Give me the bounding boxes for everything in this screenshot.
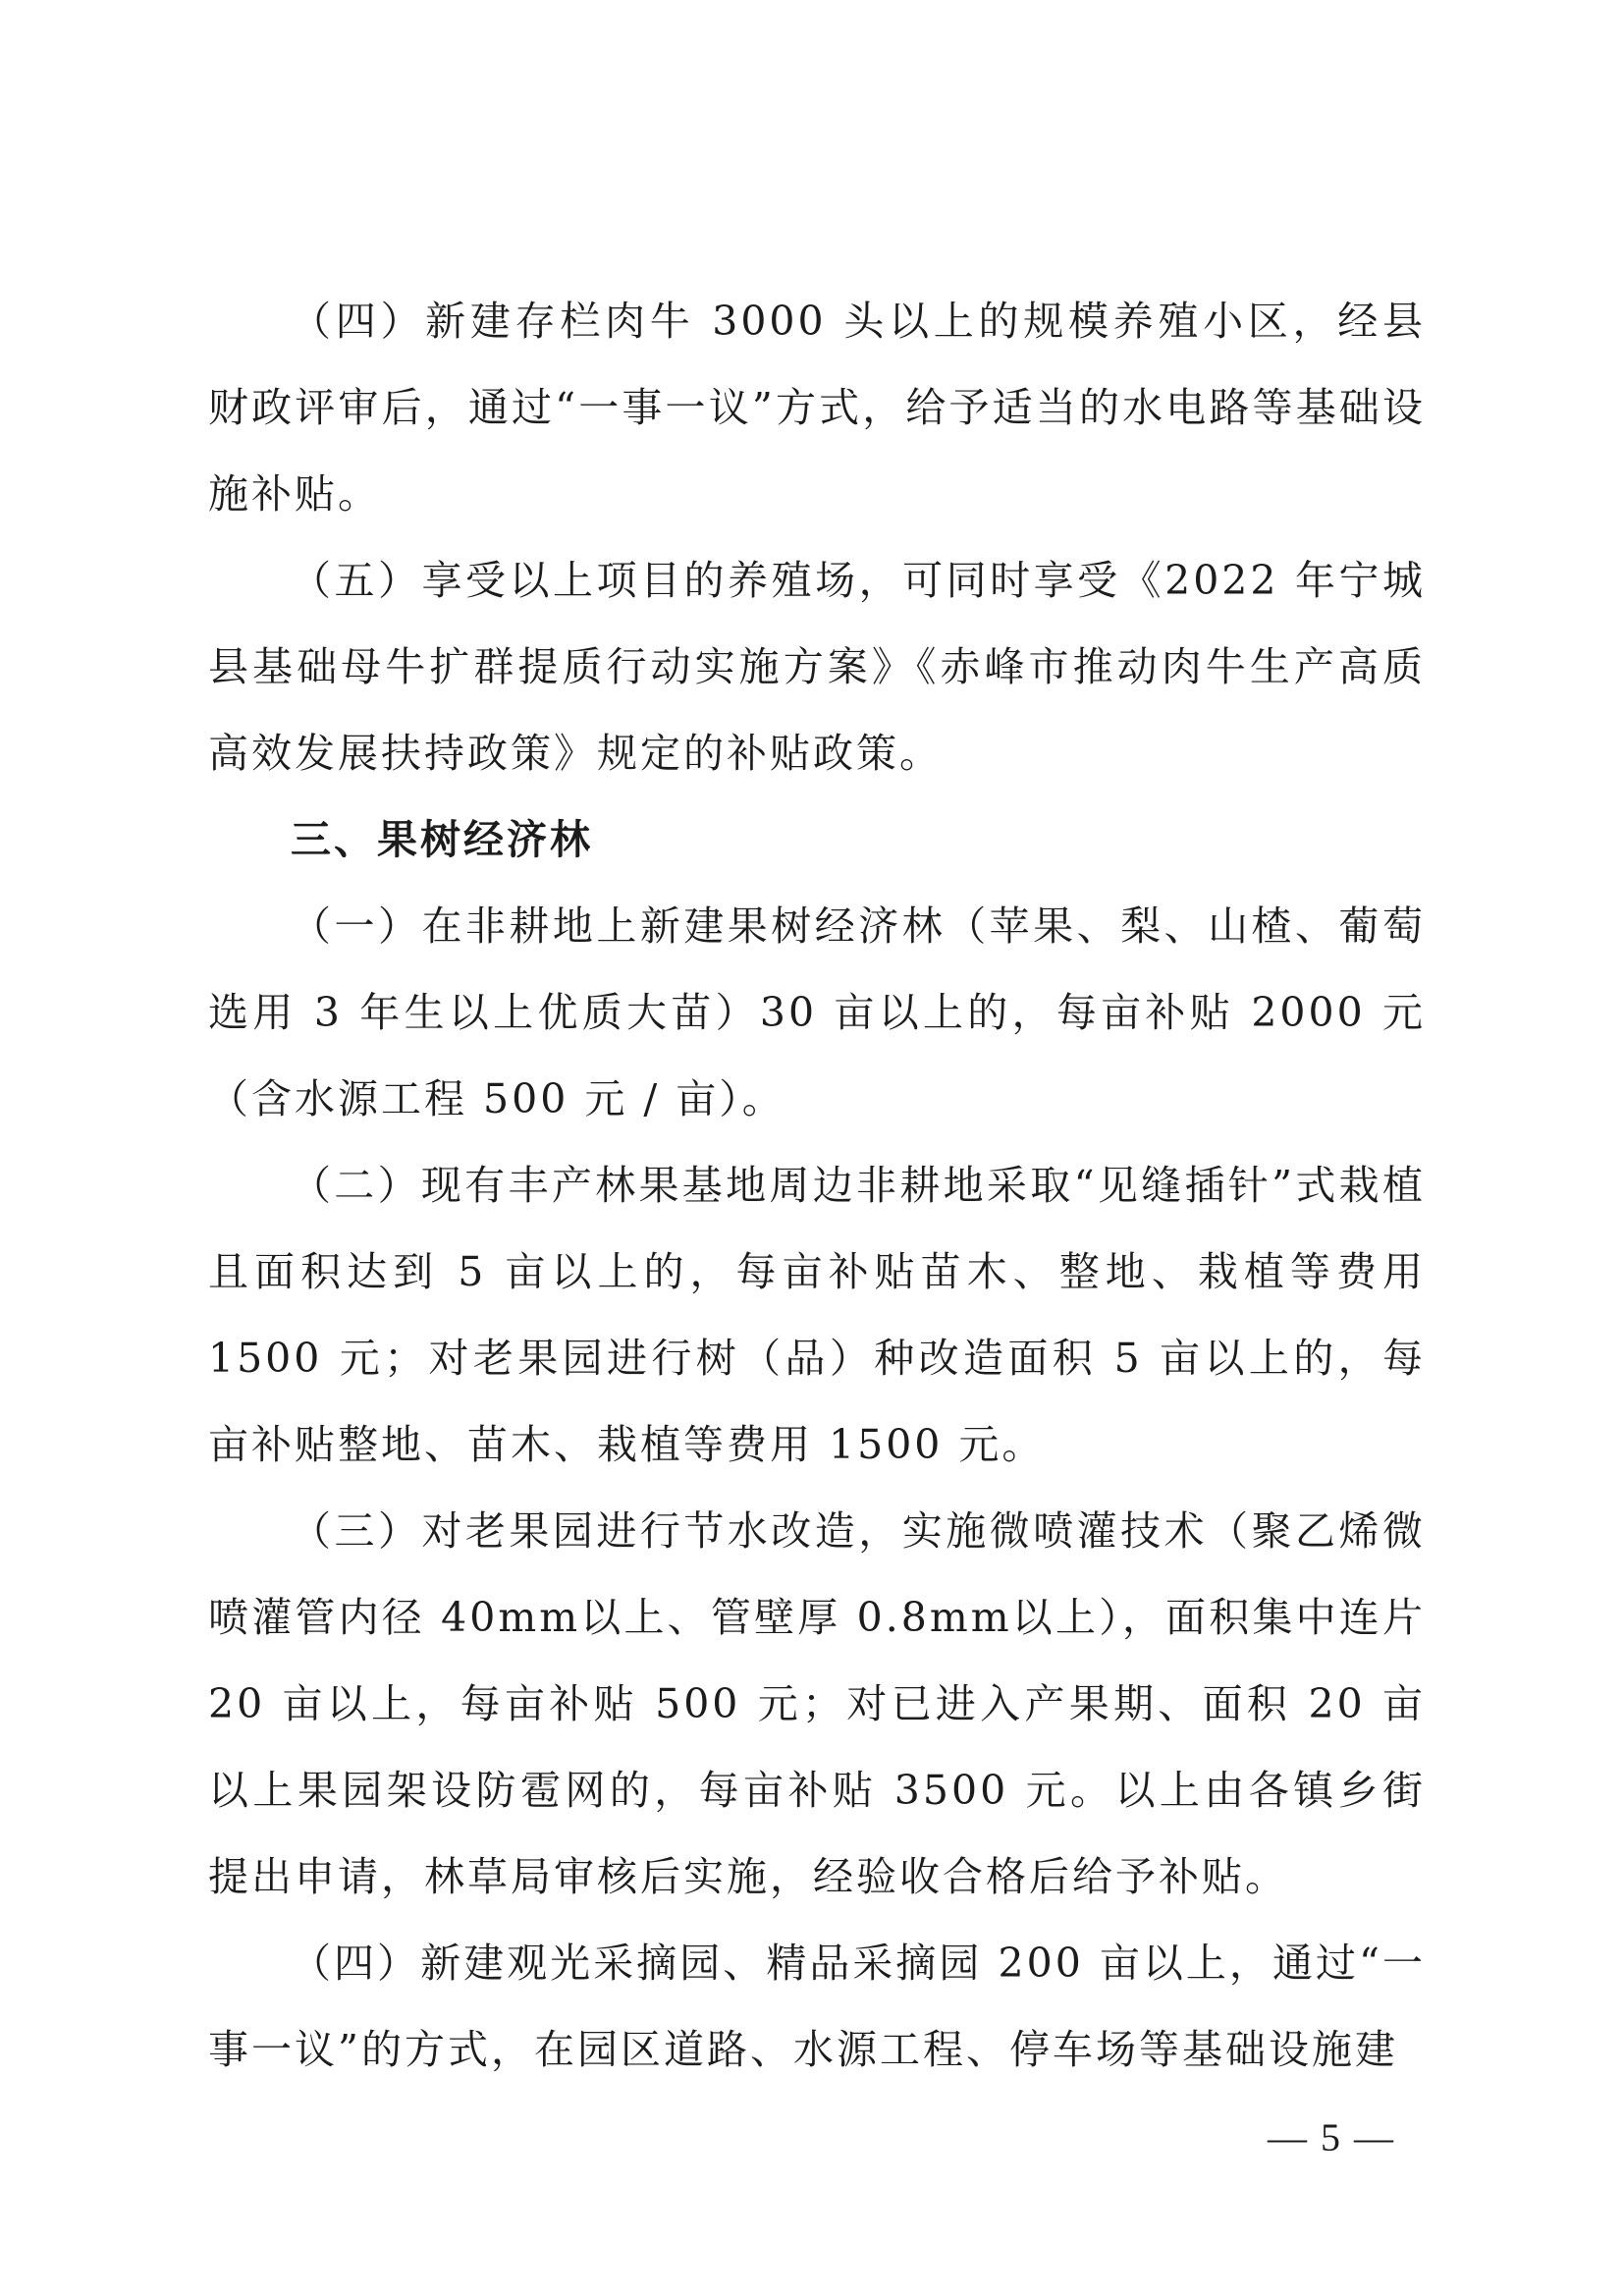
paragraph-picking-garden: （四）新建观光采摘园、精品采摘园 200 亩以上，通过“一事一议”的方式，在园区道路、水源工程、停车场等基础设施建	[208, 1940, 1426, 2073]
paragraph-infill-planting: （二）现有丰产林果基地周边非耕地采取“见缝插针”式栽植且面积达到 5 亩以上的，每亩补贴苗木、整地、栽植等费用 1500 元；对老果园进行树（品）种改造面积 5 亩以上的，每亩补贴整地、苗木、栽植等费用 1500 元。	[208, 1162, 1426, 1468]
paragraph-water-saving-retrofit: （三）对老果园进行节水改造，实施微喷灌技术（聚乙烯微喷灌管内径 40mm以上、管壁厚 0.8mm以上），面积集中连片 20 亩以上，每亩补贴 500 元；对已进入产果期、面积 20 亩以上果园架设防雹网的，每亩补贴 3500 元。以上由各镇乡街提出申请，林草局审核后实施，经验收合格后给予补贴。	[208, 1507, 1426, 1900]
paragraph-cattle-district-subsidy: （四）新建存栏肉牛 3000 头以上的规模养殖小区，经县财政评审后，通过“一事一议”方式，给予适当的水电路等基础设施补贴。	[208, 298, 1426, 518]
section-heading-fruit-forest: 三、果树经济林	[291, 816, 593, 863]
paragraph-new-fruit-forest: （一）在非耕地上新建果树经济林（苹果、梨、山楂、葡萄选用 3 年生以上优质大苗）30 亩以上的，每亩补贴 2000 元（含水源工程 500 元 / 亩）。	[208, 902, 1426, 1122]
page-number: — 5 —	[1268, 2115, 1395, 2159]
document-body	[208, 278, 1426, 2093]
paragraph-combined-policy: （五）享受以上项目的养殖场，可同时享受《2022 年宁城县基础母牛扩群提质行动实施方案》《赤峰市推动肉牛生产高质高效发展扶持政策》规定的补贴政策。	[208, 557, 1426, 777]
